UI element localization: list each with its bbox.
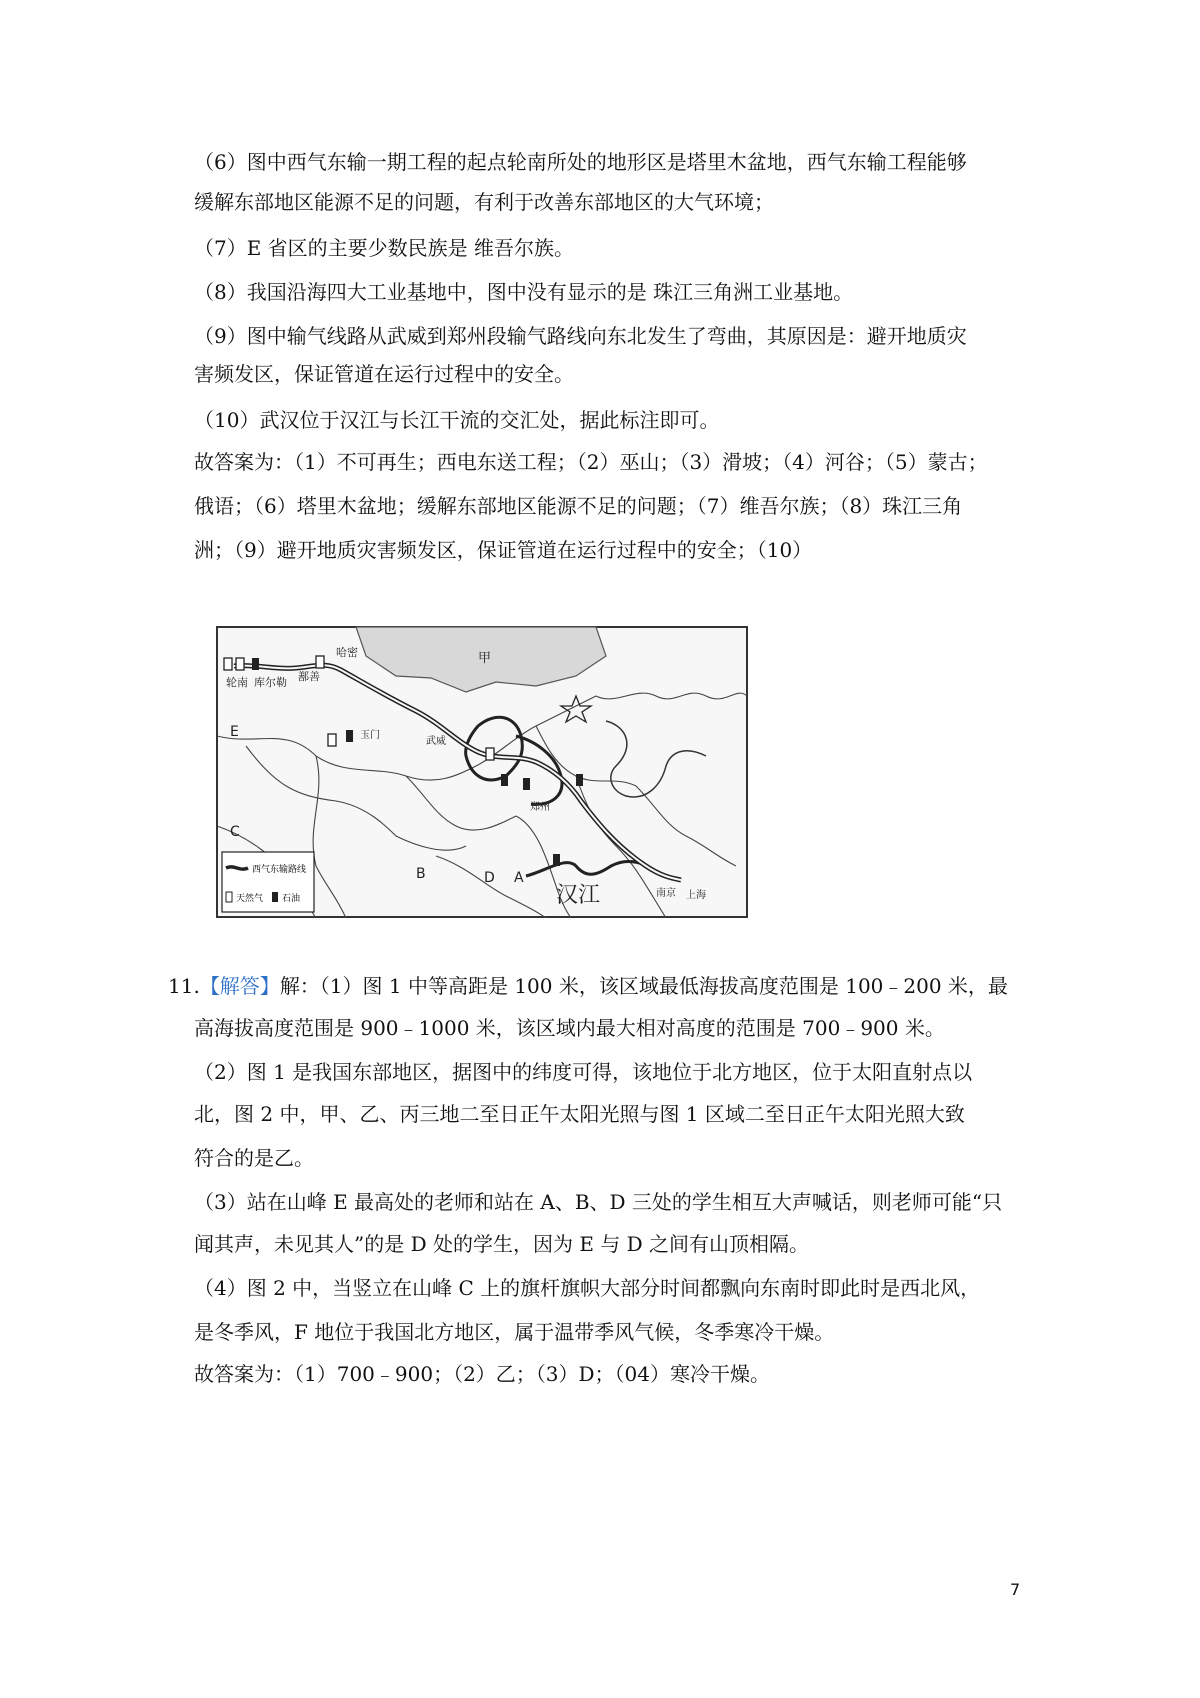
question-11-part-3b: 闻其声，未见其人”的是 D 处的学生，因为 E 与 D 之间有山顶相隔。 <box>194 1232 810 1256</box>
label-zhengzhou: 郑州 <box>530 802 550 813</box>
answer-line-2: 俄语；（6）塔里木盆地；缓解东部地区能源不足的问题；（7）维吾尔族；（8）珠江三角 <box>194 494 963 518</box>
map-legend <box>222 852 314 912</box>
label-A: A <box>514 870 524 886</box>
question-number: 11. <box>168 974 200 998</box>
legend-gas-label: 天然气 <box>236 894 264 904</box>
question-11-part-4a: （4）图 2 中，当竖立在山峰 C 上的旗杆旗帜大部分时间都飘向东南时即此时是西北风， <box>194 1276 981 1300</box>
label-C: C <box>230 824 240 840</box>
question-11-part-2c: 符合的是乙。 <box>194 1146 314 1170</box>
question-11-part-2a: （2）图 1 是我国东部地区，据图中的纬度可得，该地位于北方地区，位于太阳直射点以 <box>194 1060 973 1084</box>
answer-line-3: 洲；（9）避开地质灾害频发区，保证管道在运行过程中的安全；（10） <box>194 538 813 562</box>
question-11-text: 解：（1）图 1 中等高距是 100 米，该区域最低海拔高度范围是 100﹣200 米，最 <box>279 974 1008 998</box>
label-hanjiang: 汉江 <box>556 883 601 908</box>
label-nanjing: 南京 <box>656 888 676 899</box>
answer-summary-11: 故答案为：（1）700﹣900；（2）乙；（3）D；（04）寒冷干燥。 <box>194 1362 771 1386</box>
legend-pipeline-label: 西气东输路线 <box>252 865 307 875</box>
paragraph-10: （10）武汉位于汉江与长江干流的交汇处，据此标注即可。 <box>194 408 720 432</box>
label-wuwei: 武威 <box>426 736 446 747</box>
paragraph-9b: 害频发区，保证管道在运行过程中的安全。 <box>194 362 574 386</box>
question-11-part-4b: 是冬季风，F 地位于我国北方地区，属于温带季风气候，冬季寒冷干燥。 <box>194 1320 835 1344</box>
question-11-line-2: 高海拔高度范围是 900﹣1000 米，该区域内最大相对高度的范围是 700﹣900 米。 <box>194 1016 945 1040</box>
question-11-line-1 <box>168 972 1008 1000</box>
legend-oil-label: 石油 <box>282 894 301 904</box>
label-kuerle: 库尔勒 <box>254 676 287 689</box>
label-B: B <box>416 866 426 882</box>
label-jiuquan: 玉门 <box>360 730 380 741</box>
label-shanshan: 鄯善 <box>298 670 320 683</box>
paragraph-8: （8）我国沿海四大工业基地中，图中没有显示的是 珠江三角洲工业基地。 <box>194 280 854 304</box>
answer-tag: 【解答】 <box>199 974 280 998</box>
paragraph-7: （7）E 省区的主要少数民族是 维吾尔族。 <box>194 236 575 260</box>
label-hami: 哈密 <box>336 646 358 659</box>
west-east-gas-map <box>216 626 748 918</box>
question-11-part-3a: （3）站在山峰 E 最高处的老师和站在 A、B、D 三处的学生相互大声喊话，则老师可能“只 <box>194 1190 1003 1214</box>
label-D: D <box>484 870 495 886</box>
question-11-part-2b: 北，图 2 中，甲、乙、丙三地二至日正午太阳光照与图 1 区域二至日正午太阳光照大致 <box>194 1102 965 1126</box>
label-jia: 甲 <box>478 651 492 666</box>
label-E: E <box>230 724 239 740</box>
paragraph-6b: 缓解东部地区能源不足的问题，有利于改善东部地区的大气环境； <box>194 190 774 214</box>
paragraph-9a: （9）图中输气线路从武威到郑州段输气路线向东北发生了弯曲，其原因是：避开地质灾 <box>194 324 967 348</box>
label-shanghai: 上海 <box>686 890 706 901</box>
label-lunnan: 轮南 <box>226 676 248 689</box>
page-number: 7 <box>1010 1580 1021 1599</box>
answer-line-1: 故答案为：（1）不可再生；西电东送工程；（2）巫山；（3）滑坡；（4）河谷；（5）蒙古； <box>194 450 988 474</box>
paragraph-6a: （6）图中西气东输一期工程的起点轮南所处的地形区是塔里木盆地，西气东输工程能够 <box>194 150 967 174</box>
